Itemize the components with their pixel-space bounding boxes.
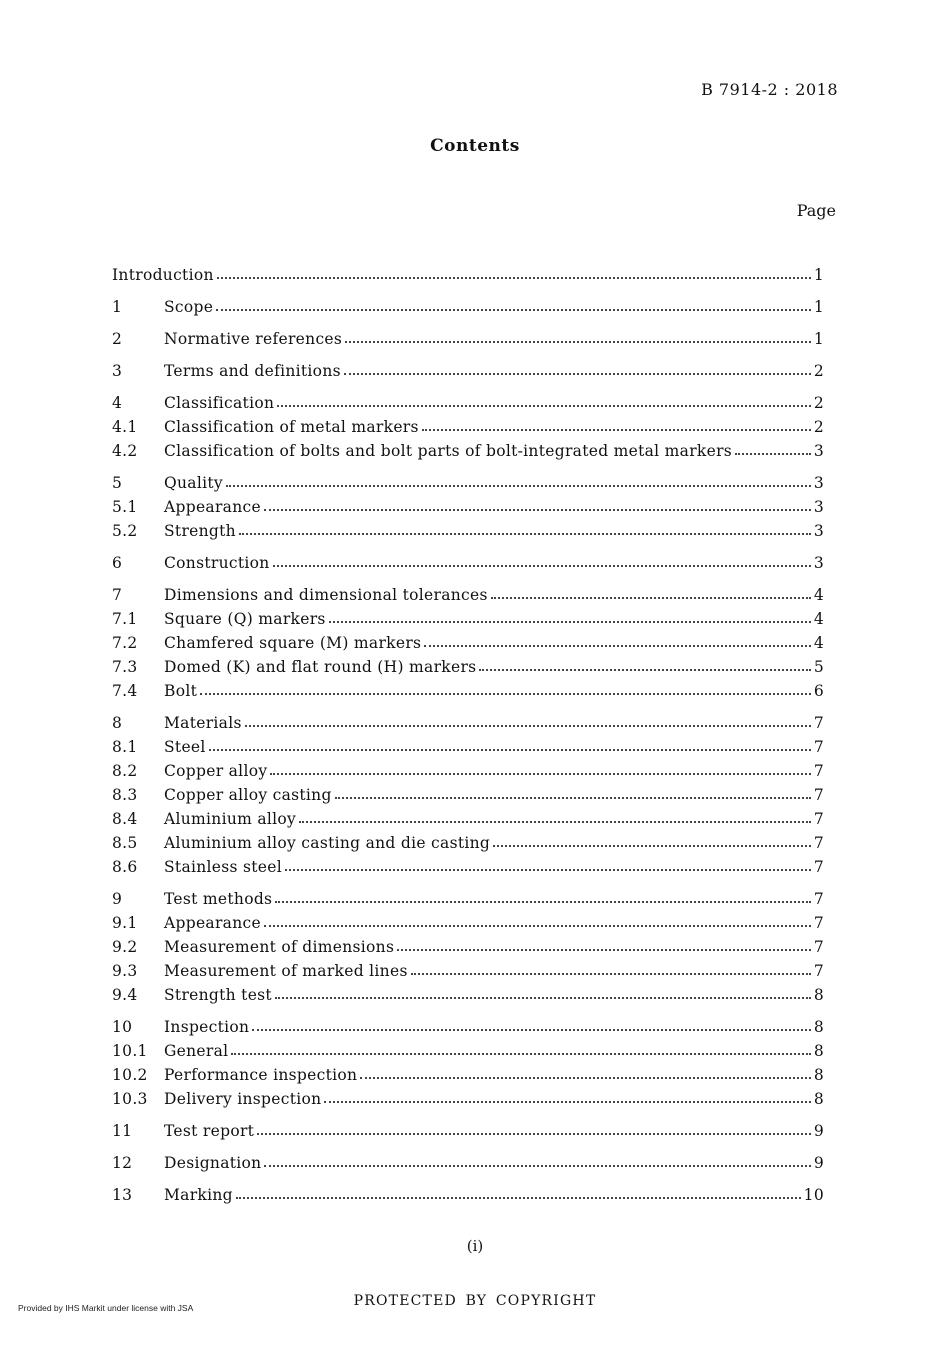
provided-by-note: Provided by IHS Markit under license with JSA xyxy=(18,1303,194,1313)
toc-entry[interactable] xyxy=(112,960,824,982)
toc-entry-label: Inspection xyxy=(164,1018,250,1036)
toc-entry-page: 8 xyxy=(813,1066,824,1084)
toc-entry-label: Domed (K) and flat round (H) markers xyxy=(164,658,477,676)
toc-entry-page: 6 xyxy=(813,682,824,700)
toc-entry-page: 7 xyxy=(813,762,824,780)
toc-entry-number: 5.2 xyxy=(112,522,138,540)
toc-entry-number: 8.4 xyxy=(112,810,138,828)
dot-leader xyxy=(344,366,811,375)
standard-id: B 7914-2 : 2018 xyxy=(701,80,838,99)
toc-entry-number: 5 xyxy=(112,474,123,492)
toc-entry[interactable] xyxy=(112,440,824,462)
dot-leader xyxy=(411,966,811,975)
toc-entry-label: Introduction xyxy=(112,266,214,284)
toc-entry-number: 5.1 xyxy=(112,498,138,516)
toc-entry-label: Strength test xyxy=(164,986,272,1004)
toc-entry-page: 8 xyxy=(813,986,824,1004)
toc-entry-page: 4 xyxy=(813,586,824,604)
dot-leader xyxy=(264,502,811,511)
toc-entry-page: 2 xyxy=(813,418,824,436)
dot-leader xyxy=(285,862,811,871)
toc-entry-label: Copper alloy casting xyxy=(164,786,332,804)
toc-entry-number: 10 xyxy=(112,1018,133,1036)
dot-leader xyxy=(216,302,811,311)
toc-entry-label: Appearance xyxy=(164,914,261,932)
toc-entry[interactable] xyxy=(112,296,824,318)
toc-entry-number: 3 xyxy=(112,362,123,380)
toc-entry-page: 10 xyxy=(803,1186,824,1204)
toc-entry-label: Classification xyxy=(164,394,275,412)
toc-entry-number: 7 xyxy=(112,586,123,604)
page-folio: (i) xyxy=(466,1237,484,1255)
toc-entry-page: 9 xyxy=(813,1122,824,1140)
dot-leader xyxy=(273,558,811,567)
page-title: Contents xyxy=(430,136,520,156)
toc-entry-number: 7.1 xyxy=(112,610,138,628)
toc-entry-page: 1 xyxy=(813,266,824,284)
toc-entry-number: 9 xyxy=(112,890,123,908)
toc-entry-page: 8 xyxy=(813,1042,824,1060)
dot-leader xyxy=(264,918,811,927)
toc-entry-label: Chamfered square (M) markers xyxy=(164,634,422,652)
toc-entry[interactable] xyxy=(112,416,824,438)
toc-entry-label: Aluminium alloy xyxy=(164,810,297,828)
toc-entry-page: 9 xyxy=(813,1154,824,1172)
toc-entry-number: 9.1 xyxy=(112,914,138,932)
toc-entry-label: Copper alloy xyxy=(164,762,268,780)
toc-entry-label: Square (Q) markers xyxy=(164,610,326,628)
dot-leader xyxy=(275,990,811,999)
dot-leader xyxy=(270,766,810,775)
dot-leader xyxy=(257,1126,811,1135)
toc-entry-number: 13 xyxy=(112,1186,133,1204)
toc-entry-page: 7 xyxy=(813,834,824,852)
toc-entry-label: Aluminium alloy casting and die casting xyxy=(164,834,491,852)
dot-leader xyxy=(324,1094,810,1103)
toc-entry-label: Performance inspection xyxy=(164,1066,358,1084)
dot-leader xyxy=(299,814,811,823)
toc-entry-label: General xyxy=(164,1042,229,1060)
toc-entry[interactable] xyxy=(112,680,824,702)
dot-leader xyxy=(200,686,811,695)
toc-entry-number: 8.3 xyxy=(112,786,138,804)
toc-entry-label: Normative references xyxy=(164,330,343,348)
toc-entry-page: 7 xyxy=(813,858,824,876)
toc-entry[interactable] xyxy=(112,472,824,494)
toc-entry-label: Terms and definitions xyxy=(164,362,341,380)
dot-leader xyxy=(345,334,811,343)
toc-entry[interactable] xyxy=(112,1184,824,1206)
toc-entry-page: 4 xyxy=(813,634,824,652)
toc-entry[interactable] xyxy=(112,712,824,734)
dot-leader xyxy=(335,790,811,799)
toc-entry-number: 4.2 xyxy=(112,442,138,460)
toc-entry-page: 7 xyxy=(813,938,824,956)
toc-entry[interactable] xyxy=(112,832,824,854)
toc-entry[interactable] xyxy=(112,784,824,806)
toc-entry[interactable] xyxy=(112,392,824,414)
toc-entry-number: 8.1 xyxy=(112,738,138,756)
toc-entry[interactable] xyxy=(112,552,824,574)
dot-leader xyxy=(217,270,811,279)
toc-entry-number: 10.1 xyxy=(112,1042,148,1060)
dot-leader xyxy=(424,638,811,647)
toc-entry-number: 8 xyxy=(112,714,123,732)
toc-entry-number: 8.6 xyxy=(112,858,138,876)
toc-entry-label: Classification of metal markers xyxy=(164,418,419,436)
toc-entry[interactable] xyxy=(112,608,824,630)
toc-entry-label: Appearance xyxy=(164,498,261,516)
page-column-label: Page xyxy=(796,201,836,220)
dot-leader xyxy=(226,478,811,487)
toc-entry-number: 2 xyxy=(112,330,123,348)
toc-entry-page: 1 xyxy=(813,298,824,316)
toc-entry-page: 2 xyxy=(813,394,824,412)
toc-entry[interactable] xyxy=(112,1040,824,1062)
dot-leader xyxy=(735,446,811,455)
toc-entry[interactable] xyxy=(112,1064,824,1086)
toc-entry[interactable] xyxy=(112,520,824,542)
toc-entry-page: 7 xyxy=(813,914,824,932)
toc-entry[interactable] xyxy=(112,584,824,606)
toc-entry-number: 10.3 xyxy=(112,1090,148,1108)
dot-leader xyxy=(277,398,811,407)
toc-entry-number: 7.4 xyxy=(112,682,138,700)
toc-entry-label: Marking xyxy=(164,1186,233,1204)
toc-entry-page: 4 xyxy=(813,610,824,628)
toc-entry-page: 7 xyxy=(813,786,824,804)
toc-entry[interactable] xyxy=(112,936,824,958)
toc-entry-number: 8.5 xyxy=(112,834,138,852)
toc-entry[interactable] xyxy=(112,1088,824,1110)
toc-entry-number: 9.3 xyxy=(112,962,138,980)
toc-entry-number: 11 xyxy=(112,1122,133,1140)
toc-entry-number: 7.2 xyxy=(112,634,138,652)
toc-entry-label: Measurement of dimensions xyxy=(164,938,395,956)
toc-entry-page: 7 xyxy=(813,714,824,732)
toc-entry-number: 9.4 xyxy=(112,986,138,1004)
toc-entry-page: 3 xyxy=(813,522,824,540)
toc-entry-label: Stainless steel xyxy=(164,858,282,876)
toc-entry-number: 1 xyxy=(112,298,123,316)
dot-leader xyxy=(329,614,811,623)
dot-leader xyxy=(275,894,811,903)
toc-entry[interactable] xyxy=(112,1016,824,1038)
toc-entry-number: 9.2 xyxy=(112,938,138,956)
toc-entry[interactable] xyxy=(112,912,824,934)
dot-leader xyxy=(422,422,811,431)
dot-leader xyxy=(209,742,811,751)
toc-entry-label: Classification of bolts and bolt parts of bolt-integrated metal markers xyxy=(164,442,733,460)
toc-entry[interactable] xyxy=(112,856,824,878)
toc-entry[interactable] xyxy=(112,360,824,382)
toc-entry-label: Dimensions and dimensional tolerances xyxy=(164,586,488,604)
toc-entry-page: 3 xyxy=(813,498,824,516)
toc-entry[interactable] xyxy=(112,1152,824,1174)
toc-entry-page: 7 xyxy=(813,962,824,980)
toc-entry-page: 7 xyxy=(813,738,824,756)
dot-leader xyxy=(493,838,811,847)
toc-entry-page: 3 xyxy=(813,474,824,492)
toc-entry-label: Scope xyxy=(164,298,214,316)
toc-entry[interactable] xyxy=(112,984,824,1006)
toc-entry-label: Test report xyxy=(164,1122,255,1140)
dot-leader xyxy=(491,590,811,599)
dot-leader xyxy=(245,718,811,727)
toc-entry-page: 5 xyxy=(813,658,824,676)
dot-leader xyxy=(252,1022,810,1031)
toc-entry-page: 1 xyxy=(813,330,824,348)
toc-entry[interactable] xyxy=(112,264,824,286)
toc-entry-label: Materials xyxy=(164,714,242,732)
dot-leader xyxy=(264,1158,810,1167)
toc-entry-number: 4.1 xyxy=(112,418,138,436)
toc-entry-page: 2 xyxy=(813,362,824,380)
toc-entry-number: 4 xyxy=(112,394,123,412)
toc-entry-number: 12 xyxy=(112,1154,133,1172)
toc-entry-label: Strength xyxy=(164,522,236,540)
dot-leader xyxy=(360,1070,811,1079)
toc-entry[interactable] xyxy=(112,496,824,518)
dot-leader xyxy=(479,662,810,671)
toc-entry-label: Test methods xyxy=(164,890,273,908)
dot-leader xyxy=(231,1046,810,1055)
toc-entry[interactable] xyxy=(112,632,824,654)
dot-leader xyxy=(239,526,811,535)
toc-entry[interactable] xyxy=(112,888,824,910)
toc-entry-number: 7.3 xyxy=(112,658,138,676)
toc-entry-number: 8.2 xyxy=(112,762,138,780)
dot-leader xyxy=(397,942,811,951)
dot-leader xyxy=(236,1190,801,1199)
toc-entry-page: 3 xyxy=(813,442,824,460)
toc-entry-number: 10.2 xyxy=(112,1066,148,1084)
toc-entry-label: Construction xyxy=(164,554,270,572)
toc-entry-page: 7 xyxy=(813,810,824,828)
toc-entry[interactable] xyxy=(112,656,824,678)
toc-entry-label: Measurement of marked lines xyxy=(164,962,408,980)
toc-entry-label: Designation xyxy=(164,1154,262,1172)
toc-entry[interactable] xyxy=(112,736,824,758)
toc-entry-page: 8 xyxy=(813,1090,824,1108)
toc-entry[interactable] xyxy=(112,328,824,350)
toc-entry[interactable] xyxy=(112,1120,824,1142)
toc-entry-label: Delivery inspection xyxy=(164,1090,322,1108)
copyright-notice: PROTECTED BY COPYRIGHT xyxy=(353,1293,597,1309)
toc-entry-page: 7 xyxy=(813,890,824,908)
toc-entry-page: 3 xyxy=(813,554,824,572)
toc-entry-page: 8 xyxy=(813,1018,824,1036)
toc-entry[interactable] xyxy=(112,760,824,782)
toc-entry-label: Steel xyxy=(164,738,206,756)
toc-entry-label: Quality xyxy=(164,474,223,492)
toc-entry-number: 6 xyxy=(112,554,123,572)
toc-entry[interactable] xyxy=(112,808,824,830)
toc-entry-label: Bolt xyxy=(164,682,198,700)
